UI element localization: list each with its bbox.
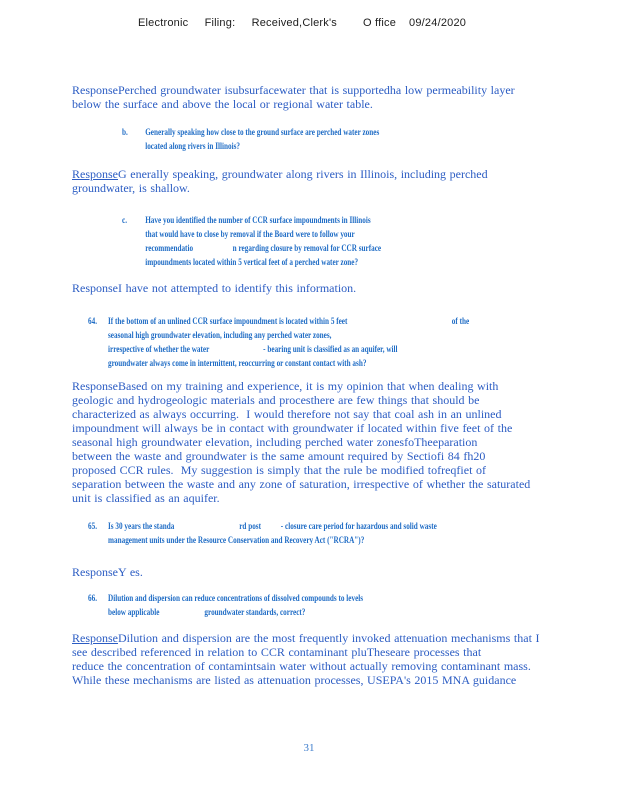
question-item-65: [88, 519, 612, 547]
response-lines: [72, 645, 612, 687]
question-first-line: [122, 125, 514, 139]
page-number: 31: [303, 742, 315, 754]
question-lines: [88, 533, 612, 547]
question-text: If the bottom of an unlined CCR surface impoundment is located within 5 feet of the: [108, 316, 470, 326]
response-line: see described referenced in relation to CCR contaminant pluTheseare processes that: [72, 645, 482, 659]
response-text: G enerally speaking, groundwater along rivers in Illinois, including perched: [118, 167, 488, 181]
response-paragraph: [72, 565, 612, 579]
response-line: separation between the waste and any zone of saturation, irrespective of whether the saturated: [72, 477, 531, 491]
question-line: management units under the Resource Conservation and Recovery Act ("RCRA")?: [108, 535, 365, 545]
question-lines: [122, 227, 612, 269]
question-number: 66.: [88, 593, 97, 603]
question-lines: [88, 328, 612, 370]
question-number: b.: [122, 127, 128, 137]
question-number: 64.: [88, 316, 97, 326]
response-paragraph: [72, 167, 612, 195]
response-label: Response: [72, 83, 118, 97]
response-text: Perched groundwater isubsurfacewater that is supportedha low permeability layer: [118, 83, 515, 97]
response-line: between the waste and groundwater is the same amount required by Sectiofi 84 fh20: [72, 449, 486, 463]
question-line: seasonal high groundwater elevation, including any perched water zones,: [108, 330, 332, 340]
question-first-line: [88, 314, 507, 328]
document-body: [72, 83, 612, 687]
response-line: characterized as always occurring. I would therefore not say that coal ash in an unlined: [72, 407, 502, 421]
question-item-64: [88, 314, 612, 370]
response-first-line: [72, 565, 612, 579]
question-text: Have you identified the number of CCR surface impoundments in Illinois: [145, 215, 371, 225]
question-line: groundwater always come in intermittent, reoccurring or constant contact with ash?: [108, 358, 367, 368]
question-lines: [88, 605, 612, 619]
question-item-c: [122, 213, 612, 269]
question-lines: [122, 139, 612, 153]
response-first-line: [72, 379, 612, 393]
response-paragraph: [72, 631, 612, 687]
response-line: impoundment will always be in contact with groundwater if located within five feet of the: [72, 421, 513, 435]
response-first-line: [72, 281, 612, 295]
response-text: I have not attempted to identify this information.: [118, 281, 357, 295]
response-first-line: [72, 83, 612, 97]
response-line: proposed CCR rules. My suggestion is simply that the rule be modified tofreqfiet of: [72, 463, 487, 477]
question-text: Is 30 years the standa rd post - closure care period for hazardous and solid waste: [108, 521, 437, 531]
question-line: impoundments located within 5 vertical feet of a perched water zone?: [145, 257, 359, 267]
response-line: unit is classified as an aquifer.: [72, 491, 220, 505]
response-line: reduce the concentration of contamintsain water without actually removing contaminant mass.: [72, 659, 531, 673]
response-line: While these mechanisms are listed as attenuation processes, USEPA's 2015 MNA guidance: [72, 673, 517, 687]
response-paragraph: [72, 281, 612, 295]
question-text: Dilution and dispersion can reduce concentrations of dissolved compounds to levels: [108, 593, 364, 603]
question-line: irrespective of whether the water - bearing unit is classified as an aquifer, will: [108, 344, 398, 354]
question-line: recommendatio n regarding closure by removal for CCR surface: [145, 243, 382, 253]
response-label: Response: [72, 167, 118, 181]
response-label: Response: [72, 565, 118, 579]
response-lines: [72, 393, 612, 505]
question-item-b: [122, 125, 612, 153]
question-line: located along rivers in Illinois?: [145, 141, 241, 151]
response-text: Dilution and dispersion are the most frequently invoked attenuation mechanisms that I: [118, 631, 540, 645]
response-label: Response: [72, 281, 118, 295]
response-paragraph: [72, 379, 612, 505]
response-text: Based on my training and experience, it is my opinion that when dealing with: [118, 379, 499, 393]
filing-header: Electronic Filing: Received,Clerk's O ffice 09/24/2020: [138, 17, 467, 29]
response-label: Response: [72, 631, 118, 645]
response-first-line: [72, 167, 612, 181]
response-line: geologic and hydrogeologic materials and procesthere are few things that should be: [72, 393, 480, 407]
question-number: c.: [122, 215, 127, 225]
response-line: seasonal high groundwater elevation, including perched water zonesfoTheeparation: [72, 435, 478, 449]
question-line: that would have to close by removal if the Board were to follow your: [145, 229, 355, 239]
response-line: groundwater, is shallow.: [72, 181, 190, 195]
question-item-66: [88, 591, 612, 619]
question-first-line: [122, 213, 514, 227]
response-text: Y es.: [118, 565, 143, 579]
question-first-line: [88, 591, 507, 605]
response-label: Response: [72, 379, 118, 393]
question-number: 65.: [88, 521, 97, 531]
response-line: below the surface and above the local or regional water table.: [72, 97, 373, 111]
question-text: Generally speaking how close to the ground surface are perched water zones: [145, 127, 380, 137]
question-first-line: [88, 519, 507, 533]
response-lines: [72, 181, 612, 195]
response-paragraph: [72, 83, 612, 111]
response-lines: [72, 97, 612, 111]
question-line: below applicable groundwater standards, correct?: [108, 607, 306, 617]
response-first-line: [72, 631, 612, 645]
